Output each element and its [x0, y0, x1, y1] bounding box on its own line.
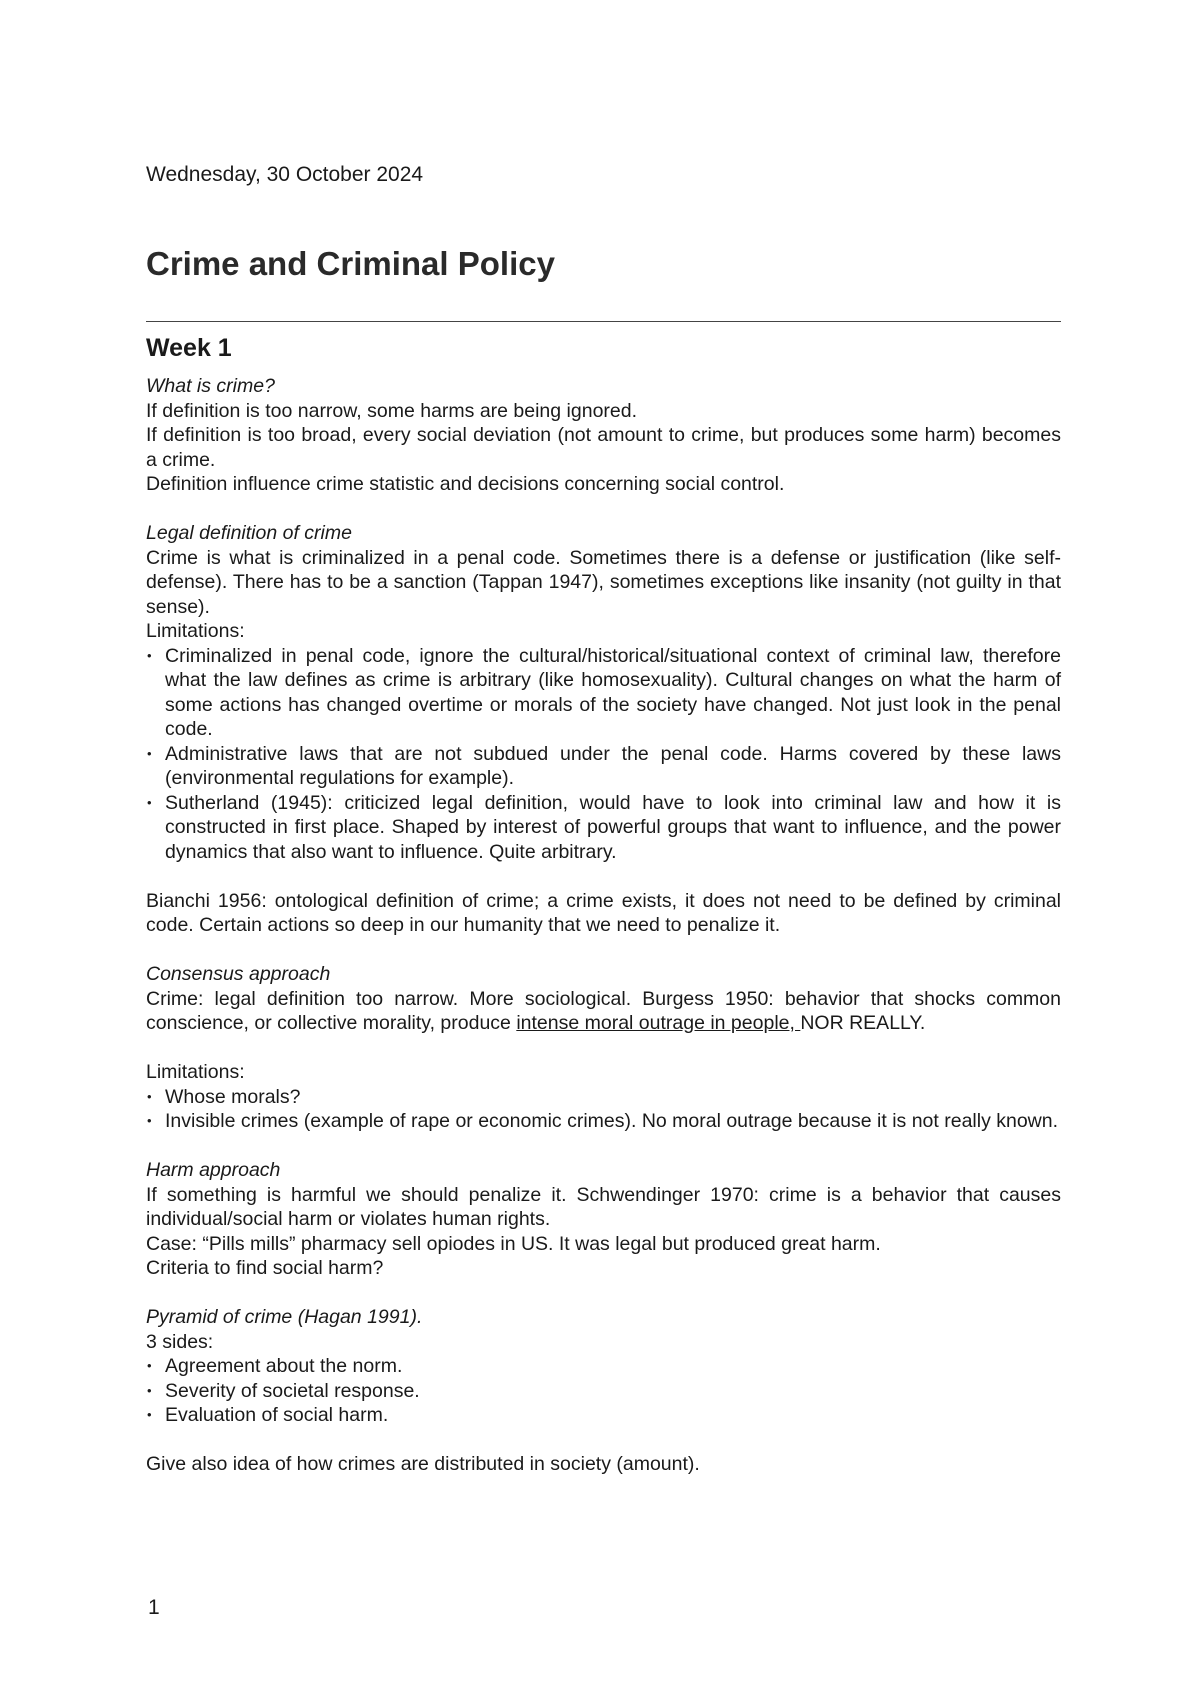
horizontal-divider — [146, 321, 1061, 322]
text-line: Criteria to find social harm? — [146, 1257, 384, 1279]
section-heading-harm: Harm approach — [146, 1159, 281, 1181]
list-item: • Administrative laws that are not subdued under the penal code. Harms covered by these laws (environmental regulations for example). — [146, 742, 1061, 791]
spacer — [146, 1134, 1061, 1159]
paragraph: Crime is what is criminalized in a penal code. Sometimes there is a defense or justification (like self-defense). There has to be a sanction (Tappan 1947), sometimes exceptions like insanity (not guilty in that sense). — [146, 546, 1061, 618]
list-item: • Sutherland (1945): criticized legal definition, would have to look into criminal law and how it is constructed in first place. Shaped by interest of powerful groups that want to influence, and the power dynamics that also want to influence. Quite arbitrary. — [146, 791, 1061, 865]
list-item: • Invisible crimes (example of rape or economic crimes). No moral outrage because it is not really known. — [146, 1109, 1061, 1134]
list-item: • Severity of societal response. — [146, 1379, 1061, 1404]
text-run: NOR REALLY. — [800, 1012, 926, 1034]
underlined-text: intense moral outrage in people, — [516, 1012, 801, 1034]
spacer — [146, 1036, 1061, 1061]
sides-label: 3 sides: — [146, 1330, 214, 1353]
list-item: • Whose morals? — [146, 1085, 1061, 1110]
spacer — [146, 1428, 1061, 1453]
paragraph: Bianchi 1956: ontological definition of crime; a crime exists, it does not need to be defined by criminal code. Certain actions so deep in our humanity that we need to penalize it. — [146, 889, 1061, 936]
paragraph: Give also idea of how crimes are distributed in society (amount). — [146, 1453, 700, 1475]
notes-content — [146, 374, 1061, 1477]
page-number: 1 — [148, 1596, 160, 1619]
section-heading-what-is-crime: What is crime? — [146, 375, 275, 397]
list-item: • Criminalized in penal code, ignore the cultural/historical/situational context of criminal law, therefore what the law defines as crime is arbitrary (like homosexuality). Cultural changes on what the harm of some actions has changed overtime or morals of the society have changed. Not just look in the penal code. — [146, 644, 1061, 742]
paragraph — [146, 987, 1061, 1036]
spacer — [146, 1281, 1061, 1306]
text-line: Definition influence crime statistic and decisions concerning social control. — [146, 473, 785, 495]
list-item: • Evaluation of social harm. — [146, 1403, 1061, 1428]
list-item: • Agreement about the norm. — [146, 1354, 1061, 1379]
section-heading-legal-definition: Legal definition of crime — [146, 522, 352, 544]
bullet-list — [146, 1085, 1061, 1134]
spacer — [146, 864, 1061, 889]
text-line: If something is harmful we should penalize it. Schwendinger 1970: crime is a behavior that causes individual/social harm or violates human rights. — [146, 1183, 1061, 1230]
section-heading-pyramid: Pyramid of crime (Hagan 1991). — [146, 1306, 423, 1328]
text-line: Case: “Pills mills” pharmacy sell opiodes in US. It was legal but produced great harm. — [146, 1232, 881, 1255]
limitations-label: Limitations: — [146, 1061, 245, 1083]
section-heading-consensus: Consensus approach — [146, 963, 331, 985]
bullet-list — [146, 1354, 1061, 1428]
week-heading: Week 1 — [146, 334, 232, 362]
document-title: Crime and Criminal Policy — [146, 245, 555, 282]
document-date: Wednesday, 30 October 2024 — [146, 163, 424, 186]
bullet-list — [146, 644, 1061, 865]
spacer — [146, 938, 1061, 963]
text-line: If definition is too broad, every social deviation (not amount to crime, but produces some harm) becomes a crime. — [146, 424, 1061, 471]
spacer — [146, 497, 1061, 522]
limitations-label: Limitations: — [146, 620, 245, 642]
text-line: If definition is too narrow, some harms are being ignored. — [146, 399, 638, 422]
text-run: Crime: legal definition too narrow. More sociological. Burgess 1950: behavior that shocks common conscience, or collective morality, produce — [146, 987, 1061, 1034]
